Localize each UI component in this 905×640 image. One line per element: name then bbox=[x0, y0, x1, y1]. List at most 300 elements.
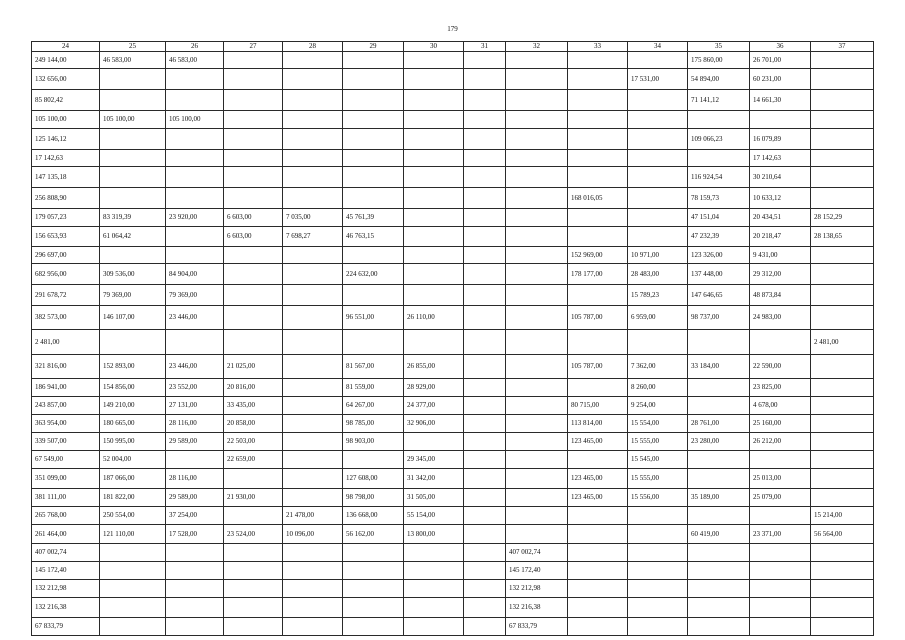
table-cell: 98 737,00 bbox=[688, 306, 750, 330]
table-cell bbox=[568, 69, 628, 90]
table-cell bbox=[464, 507, 506, 525]
table-cell bbox=[628, 52, 688, 69]
table-cell bbox=[283, 285, 343, 306]
table-cell: 109 066,23 bbox=[688, 129, 750, 150]
table-cell bbox=[100, 150, 166, 167]
table-cell bbox=[506, 330, 568, 355]
table-cell: 56 162,00 bbox=[343, 525, 404, 544]
table-cell: 67 549,00 bbox=[32, 451, 100, 469]
table-cell bbox=[224, 618, 283, 636]
table-cell bbox=[628, 90, 688, 111]
table-cell: 243 857,00 bbox=[32, 397, 100, 415]
table-cell bbox=[283, 544, 343, 562]
table-cell: 21 478,00 bbox=[283, 507, 343, 525]
table-cell: 15 554,00 bbox=[628, 415, 688, 433]
table-cell bbox=[100, 167, 166, 188]
table-cell bbox=[343, 150, 404, 167]
table-cell bbox=[811, 415, 874, 433]
table-cell: 25 079,00 bbox=[750, 489, 811, 507]
table-cell: 127 608,00 bbox=[343, 469, 404, 489]
table-row bbox=[32, 469, 874, 489]
table-cell bbox=[166, 227, 224, 247]
table-cell bbox=[628, 544, 688, 562]
table-cell bbox=[224, 129, 283, 150]
table-cell bbox=[568, 451, 628, 469]
table-cell bbox=[404, 150, 464, 167]
table-cell: 147 135,18 bbox=[32, 167, 100, 188]
table-cell: 7 698,27 bbox=[283, 227, 343, 247]
table-cell bbox=[568, 150, 628, 167]
table-cell bbox=[506, 167, 568, 188]
table-cell: 105 787,00 bbox=[568, 355, 628, 379]
table-cell bbox=[404, 562, 464, 580]
table-cell: 261 464,00 bbox=[32, 525, 100, 544]
table-row bbox=[32, 397, 874, 415]
table-cell: 20 218,47 bbox=[750, 227, 811, 247]
table-cell bbox=[464, 415, 506, 433]
table-cell: 136 668,00 bbox=[343, 507, 404, 525]
table-row bbox=[32, 188, 874, 209]
table-cell bbox=[811, 355, 874, 379]
table-cell bbox=[343, 618, 404, 636]
table-cell bbox=[404, 618, 464, 636]
table-cell: 150 995,00 bbox=[100, 433, 166, 451]
table-cell: 31 342,00 bbox=[404, 469, 464, 489]
table-cell: 67 833,79 bbox=[32, 618, 100, 636]
table-cell: 26 212,00 bbox=[750, 433, 811, 451]
table-cell: 21 025,00 bbox=[224, 355, 283, 379]
table-cell bbox=[343, 90, 404, 111]
table-cell bbox=[506, 379, 568, 397]
table-cell bbox=[811, 306, 874, 330]
table-cell: 179 057,23 bbox=[32, 209, 100, 227]
table-cell bbox=[688, 618, 750, 636]
column-header: 34 bbox=[628, 42, 688, 52]
table-cell: 81 559,00 bbox=[343, 379, 404, 397]
table-cell: 23 825,00 bbox=[750, 379, 811, 397]
table-cell bbox=[343, 451, 404, 469]
table-cell bbox=[506, 451, 568, 469]
table-row bbox=[32, 433, 874, 451]
table-cell bbox=[568, 90, 628, 111]
column-header: 28 bbox=[283, 42, 343, 52]
table-cell bbox=[283, 264, 343, 285]
table-cell: 28 152,29 bbox=[811, 209, 874, 227]
table-cell: 54 894,00 bbox=[688, 69, 750, 90]
table-cell bbox=[283, 52, 343, 69]
table-cell: 15 555,00 bbox=[628, 433, 688, 451]
table-cell bbox=[224, 247, 283, 264]
table-cell: 64 267,00 bbox=[343, 397, 404, 415]
table-row bbox=[32, 69, 874, 90]
table-cell: 26 110,00 bbox=[404, 306, 464, 330]
table-row bbox=[32, 415, 874, 433]
table-cell: 250 554,00 bbox=[100, 507, 166, 525]
table-cell bbox=[283, 580, 343, 598]
table-cell bbox=[568, 209, 628, 227]
table-cell: 24 983,00 bbox=[750, 306, 811, 330]
table-cell bbox=[464, 598, 506, 618]
table-cell bbox=[166, 69, 224, 90]
table-cell: 78 159,73 bbox=[688, 188, 750, 209]
table-cell bbox=[811, 397, 874, 415]
table-cell bbox=[811, 489, 874, 507]
table-cell: 407 002,74 bbox=[506, 544, 568, 562]
table-cell: 46 763,15 bbox=[343, 227, 404, 247]
table-cell: 25 160,00 bbox=[750, 415, 811, 433]
table-cell bbox=[628, 330, 688, 355]
table-cell bbox=[283, 247, 343, 264]
table-row bbox=[32, 544, 874, 562]
table-cell: 149 210,00 bbox=[100, 397, 166, 415]
table-cell: 339 507,00 bbox=[32, 433, 100, 451]
table-cell: 20 816,00 bbox=[224, 379, 283, 397]
table-cell: 132 216,38 bbox=[32, 598, 100, 618]
table-cell bbox=[506, 489, 568, 507]
table-cell bbox=[404, 52, 464, 69]
table-cell: 175 860,00 bbox=[688, 52, 750, 69]
table-cell bbox=[283, 69, 343, 90]
table-cell bbox=[811, 562, 874, 580]
table-cell bbox=[224, 52, 283, 69]
column-header: 24 bbox=[32, 42, 100, 52]
table-row bbox=[32, 209, 874, 227]
table-row bbox=[32, 525, 874, 544]
table-cell bbox=[628, 507, 688, 525]
table-cell: 186 941,00 bbox=[32, 379, 100, 397]
table-cell: 27 131,00 bbox=[166, 397, 224, 415]
table-cell bbox=[464, 90, 506, 111]
table-cell bbox=[750, 598, 811, 618]
table-row bbox=[32, 264, 874, 285]
table-cell bbox=[568, 544, 628, 562]
table-cell bbox=[343, 285, 404, 306]
table-cell bbox=[688, 562, 750, 580]
table-cell: 154 856,00 bbox=[100, 379, 166, 397]
table-row bbox=[32, 52, 874, 69]
table-cell bbox=[100, 69, 166, 90]
table-cell: 13 800,00 bbox=[404, 525, 464, 544]
table-cell: 33 184,00 bbox=[688, 355, 750, 379]
table-cell bbox=[343, 69, 404, 90]
table-cell bbox=[464, 489, 506, 507]
table-cell: 17 142,63 bbox=[750, 150, 811, 167]
table-cell bbox=[224, 111, 283, 129]
table-cell bbox=[506, 355, 568, 379]
table-cell: 28 116,00 bbox=[166, 415, 224, 433]
table-row bbox=[32, 580, 874, 598]
table-cell bbox=[568, 129, 628, 150]
table-cell bbox=[283, 433, 343, 451]
table-cell: 123 326,00 bbox=[688, 247, 750, 264]
table-cell bbox=[506, 69, 568, 90]
table-row bbox=[32, 111, 874, 129]
table-cell: 47 232,39 bbox=[688, 227, 750, 247]
table-cell: 30 210,64 bbox=[750, 167, 811, 188]
table-cell bbox=[224, 90, 283, 111]
table-row bbox=[32, 330, 874, 355]
table-cell: 145 172,40 bbox=[32, 562, 100, 580]
table-cell bbox=[568, 598, 628, 618]
table-cell bbox=[343, 167, 404, 188]
table-cell: 52 004,00 bbox=[100, 451, 166, 469]
column-header: 32 bbox=[506, 42, 568, 52]
table-cell bbox=[568, 562, 628, 580]
table-cell bbox=[224, 188, 283, 209]
table-cell bbox=[568, 507, 628, 525]
table-cell: 22 659,00 bbox=[224, 451, 283, 469]
table-cell bbox=[464, 618, 506, 636]
table-cell bbox=[224, 306, 283, 330]
table-cell bbox=[811, 451, 874, 469]
table-cell: 56 564,00 bbox=[811, 525, 874, 544]
table-cell bbox=[224, 285, 283, 306]
table-cell bbox=[283, 306, 343, 330]
table-cell bbox=[811, 264, 874, 285]
table-cell bbox=[224, 562, 283, 580]
table-cell: 296 697,00 bbox=[32, 247, 100, 264]
table-cell: 47 151,04 bbox=[688, 209, 750, 227]
table-cell bbox=[506, 111, 568, 129]
table-cell bbox=[506, 285, 568, 306]
table-cell: 35 189,00 bbox=[688, 489, 750, 507]
table-cell: 22 503,00 bbox=[224, 433, 283, 451]
table-cell bbox=[506, 150, 568, 167]
table-cell: 80 715,00 bbox=[568, 397, 628, 415]
table-cell: 7 362,00 bbox=[628, 355, 688, 379]
table-cell bbox=[100, 618, 166, 636]
table-cell: 98 785,00 bbox=[343, 415, 404, 433]
table-row bbox=[32, 247, 874, 264]
table-cell bbox=[404, 247, 464, 264]
table-cell: 23 446,00 bbox=[166, 306, 224, 330]
table-cell bbox=[464, 451, 506, 469]
table-cell: 187 066,00 bbox=[100, 469, 166, 489]
table-cell bbox=[343, 330, 404, 355]
table-cell: 60 231,00 bbox=[750, 69, 811, 90]
table-cell: 61 064,42 bbox=[100, 227, 166, 247]
table-cell bbox=[100, 90, 166, 111]
table-row bbox=[32, 507, 874, 525]
table-cell: 45 761,39 bbox=[343, 209, 404, 227]
table-cell bbox=[404, 330, 464, 355]
table-cell bbox=[811, 167, 874, 188]
table-cell bbox=[628, 580, 688, 598]
table-cell bbox=[404, 227, 464, 247]
table-cell bbox=[464, 129, 506, 150]
table-cell bbox=[628, 150, 688, 167]
table-cell: 71 141,12 bbox=[688, 90, 750, 111]
table-cell bbox=[166, 618, 224, 636]
table-cell: 113 814,00 bbox=[568, 415, 628, 433]
table-cell bbox=[464, 285, 506, 306]
table-cell bbox=[464, 69, 506, 90]
table-cell bbox=[166, 562, 224, 580]
table-cell bbox=[100, 562, 166, 580]
column-header: 33 bbox=[568, 42, 628, 52]
table-cell: 116 924,54 bbox=[688, 167, 750, 188]
table-cell bbox=[283, 598, 343, 618]
table-cell: 178 177,00 bbox=[568, 264, 628, 285]
column-header: 37 bbox=[811, 42, 874, 52]
table-cell bbox=[811, 433, 874, 451]
table-row bbox=[32, 227, 874, 247]
table-cell bbox=[506, 415, 568, 433]
table-cell bbox=[283, 469, 343, 489]
table-cell: 98 798,00 bbox=[343, 489, 404, 507]
table-cell bbox=[464, 562, 506, 580]
table-cell bbox=[506, 188, 568, 209]
table-cell bbox=[568, 167, 628, 188]
table-cell: 31 505,00 bbox=[404, 489, 464, 507]
table-cell bbox=[688, 451, 750, 469]
table-cell bbox=[464, 469, 506, 489]
table-cell: 17 142,63 bbox=[32, 150, 100, 167]
table-cell bbox=[688, 150, 750, 167]
table-cell bbox=[628, 525, 688, 544]
table-cell: 48 873,84 bbox=[750, 285, 811, 306]
table-cell: 6 603,00 bbox=[224, 209, 283, 227]
table-cell: 10 096,00 bbox=[283, 525, 343, 544]
table-cell: 256 808,90 bbox=[32, 188, 100, 209]
table-cell: 168 016,05 bbox=[568, 188, 628, 209]
table-cell bbox=[224, 598, 283, 618]
table-cell bbox=[283, 188, 343, 209]
table-cell: 17 531,00 bbox=[628, 69, 688, 90]
table-cell: 46 583,00 bbox=[100, 52, 166, 69]
table-cell: 23 371,00 bbox=[750, 525, 811, 544]
table-cell: 132 212,98 bbox=[506, 580, 568, 598]
table-cell: 7 035,00 bbox=[283, 209, 343, 227]
table-cell bbox=[464, 397, 506, 415]
table-cell bbox=[688, 580, 750, 598]
table-cell bbox=[811, 247, 874, 264]
table-cell: 10 971,00 bbox=[628, 247, 688, 264]
table-cell: 147 646,65 bbox=[688, 285, 750, 306]
table-cell: 29 312,00 bbox=[750, 264, 811, 285]
table-cell bbox=[568, 52, 628, 69]
column-header: 25 bbox=[100, 42, 166, 52]
table-cell bbox=[568, 525, 628, 544]
table-cell: 249 144,00 bbox=[32, 52, 100, 69]
table-cell bbox=[750, 451, 811, 469]
table-cell: 28 761,00 bbox=[688, 415, 750, 433]
column-header: 29 bbox=[343, 42, 404, 52]
table-cell: 291 678,72 bbox=[32, 285, 100, 306]
table-cell bbox=[166, 150, 224, 167]
table-cell: 123 465,00 bbox=[568, 469, 628, 489]
table-cell: 26 855,00 bbox=[404, 355, 464, 379]
table-cell bbox=[343, 247, 404, 264]
table-cell: 23 524,00 bbox=[224, 525, 283, 544]
table-cell bbox=[464, 525, 506, 544]
table-cell bbox=[404, 209, 464, 227]
table-cell bbox=[506, 264, 568, 285]
table-cell bbox=[464, 379, 506, 397]
table-row bbox=[32, 90, 874, 111]
table-cell bbox=[404, 188, 464, 209]
table-cell: 2 481,00 bbox=[32, 330, 100, 355]
table-cell: 9 431,00 bbox=[750, 247, 811, 264]
table-cell: 265 768,00 bbox=[32, 507, 100, 525]
table-cell bbox=[568, 330, 628, 355]
table-cell: 98 903,00 bbox=[343, 433, 404, 451]
table-cell bbox=[166, 129, 224, 150]
table-cell: 20 858,00 bbox=[224, 415, 283, 433]
table-cell bbox=[628, 227, 688, 247]
table-cell: 32 906,00 bbox=[404, 415, 464, 433]
table-cell bbox=[404, 433, 464, 451]
table-cell bbox=[100, 129, 166, 150]
table-cell bbox=[404, 167, 464, 188]
table-cell bbox=[283, 167, 343, 188]
table-cell bbox=[506, 209, 568, 227]
table-cell bbox=[811, 150, 874, 167]
table-cell bbox=[506, 227, 568, 247]
table-cell bbox=[166, 188, 224, 209]
table-row bbox=[32, 285, 874, 306]
table-cell bbox=[404, 580, 464, 598]
table-cell: 8 260,00 bbox=[628, 379, 688, 397]
table-cell: 29 589,00 bbox=[166, 433, 224, 451]
table-cell bbox=[283, 330, 343, 355]
table-cell bbox=[628, 598, 688, 618]
table-row bbox=[32, 451, 874, 469]
table-cell: 83 319,39 bbox=[100, 209, 166, 227]
table-cell bbox=[506, 469, 568, 489]
table-cell: 60 419,00 bbox=[688, 525, 750, 544]
table-cell: 28 929,00 bbox=[404, 379, 464, 397]
table-cell: 132 216,38 bbox=[506, 598, 568, 618]
table-cell bbox=[688, 598, 750, 618]
table-cell bbox=[811, 52, 874, 69]
table-cell bbox=[628, 111, 688, 129]
table-cell: 21 930,00 bbox=[224, 489, 283, 507]
table-cell bbox=[100, 330, 166, 355]
table-cell bbox=[464, 330, 506, 355]
table-cell: 123 465,00 bbox=[568, 433, 628, 451]
table-cell: 146 107,00 bbox=[100, 306, 166, 330]
table-cell: 22 590,00 bbox=[750, 355, 811, 379]
table-cell bbox=[506, 52, 568, 69]
table-cell: 37 254,00 bbox=[166, 507, 224, 525]
table-cell: 105 100,00 bbox=[166, 111, 224, 129]
table-cell bbox=[811, 90, 874, 111]
table-cell bbox=[464, 188, 506, 209]
table-cell bbox=[568, 111, 628, 129]
table-cell: 9 254,00 bbox=[628, 397, 688, 415]
table-cell bbox=[343, 562, 404, 580]
table-cell bbox=[506, 90, 568, 111]
table-cell bbox=[224, 580, 283, 598]
table-cell: 2 481,00 bbox=[811, 330, 874, 355]
table-cell: 137 448,00 bbox=[688, 264, 750, 285]
table-cell bbox=[811, 469, 874, 489]
table-cell bbox=[343, 52, 404, 69]
table-cell bbox=[224, 330, 283, 355]
table-cell bbox=[628, 129, 688, 150]
table-cell bbox=[750, 330, 811, 355]
column-header: 36 bbox=[750, 42, 811, 52]
page-number: 179 bbox=[447, 25, 458, 33]
table-cell bbox=[750, 111, 811, 129]
table-cell: 363 954,00 bbox=[32, 415, 100, 433]
table-cell bbox=[283, 379, 343, 397]
table-cell bbox=[224, 264, 283, 285]
table-cell bbox=[688, 379, 750, 397]
table-cell bbox=[224, 150, 283, 167]
table-cell bbox=[506, 306, 568, 330]
